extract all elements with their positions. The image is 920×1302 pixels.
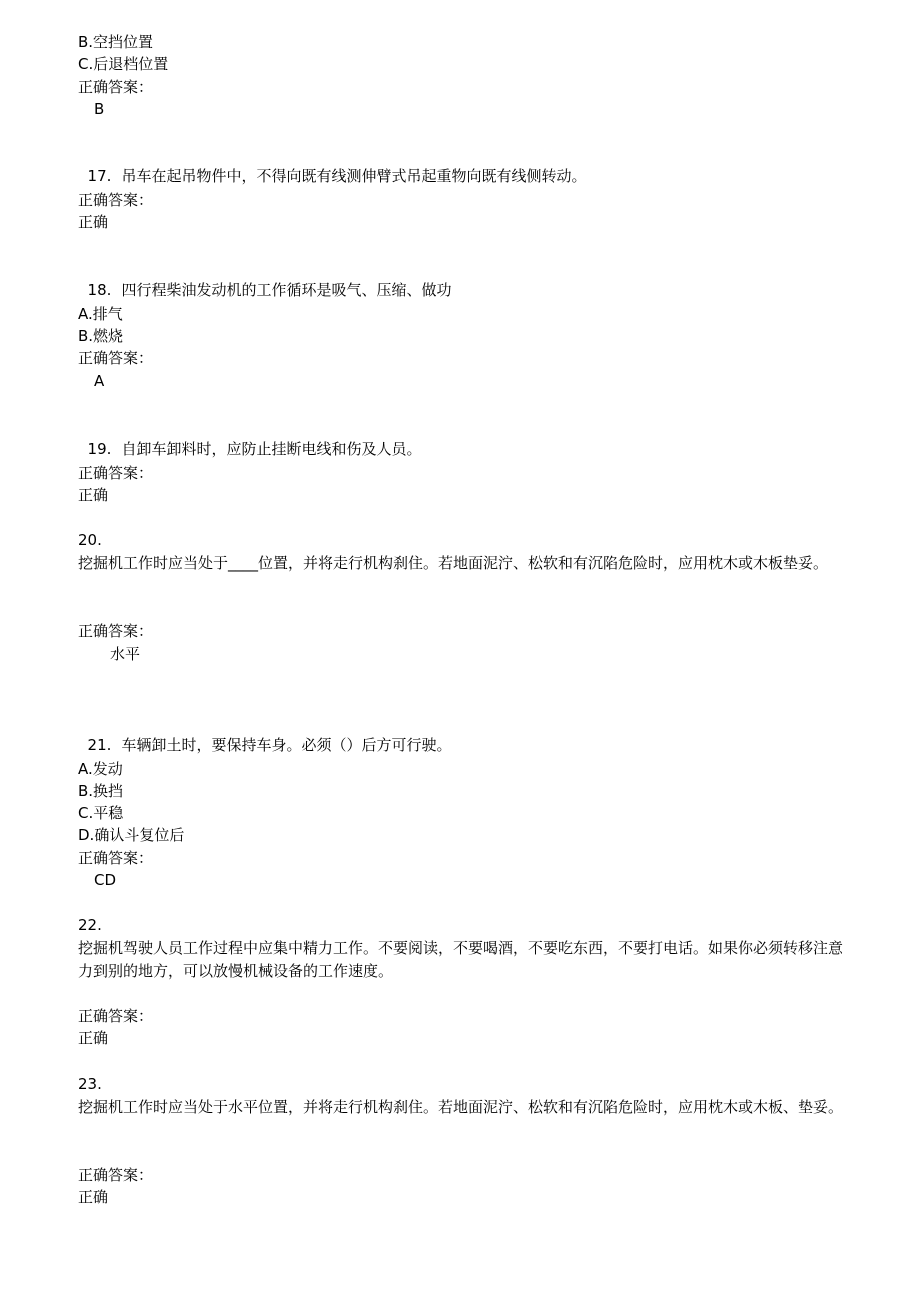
answer-value: 正确	[78, 486, 109, 504]
option-b: B.空挡位置	[78, 33, 154, 51]
option-b: B.换挡	[78, 782, 124, 800]
option-c: C.平稳	[78, 804, 124, 822]
question-text: 挖掘机工作时应当处于____位置，并将走行机构刹住。若地面泥泞、松软和有沉陷危险时，应用枕木或木板垫妥。	[78, 554, 829, 572]
question-text: 挖掘机工作时应当处于水平位置，并将走行机构刹住。若地面泥泞、松软和有沉陷危险时，应用枕木或木板、垫妥。	[78, 1098, 844, 1116]
question-number: 21.	[87, 736, 112, 754]
answer-value: 正确	[78, 213, 109, 231]
question-text: 挖掘机驾驶人员工作过程中应集中精力工作。不要阅读，不要喝酒，不要吃东西，不要打电话。如果你必须转移注意力到别的地方，可以放慢机械设备的工作速度。	[78, 939, 844, 980]
answer-label: 正确答案：	[78, 849, 154, 867]
answer-value: 正确	[78, 1188, 109, 1206]
question-number: 23.	[78, 1075, 102, 1093]
question-number: 22.	[78, 916, 102, 934]
answer-label: 正确答案：	[78, 464, 154, 482]
question-17	[78, 143, 587, 187]
answer-label: 正确答案：	[78, 78, 154, 96]
question-number: 19.	[87, 440, 112, 458]
answer-value: B	[94, 100, 105, 118]
answer-label: 正确答案：	[78, 622, 154, 640]
option-c: C.后退档位置	[78, 55, 169, 73]
question-text: 自卸车卸料时，应防止挂断电线和伤及人员。	[121, 440, 422, 458]
option-d: D.确认斗复位后	[78, 826, 185, 844]
question-18	[78, 257, 452, 301]
answer-value: 水平	[110, 645, 141, 663]
question-text: 吊车在起吊物件中，不得向既有线测伸臂式吊起重物向既有线侧转动。	[121, 167, 587, 185]
option-a: A.排气	[78, 305, 123, 323]
question-number: 20.	[78, 531, 102, 549]
answer-value: A	[94, 372, 105, 390]
question-number: 17.	[87, 167, 112, 185]
answer-label: 正确答案：	[78, 1007, 154, 1025]
answer-value: 正确	[78, 1029, 109, 1047]
answer-label: 正确答案：	[78, 349, 154, 367]
option-b: B.燃烧	[78, 327, 124, 345]
question-text: 四行程柴油发动机的工作循环是吸气、压缩、做功	[121, 281, 452, 299]
question-21	[78, 712, 452, 756]
answer-value: CD	[94, 871, 117, 889]
answer-label: 正确答案：	[78, 191, 154, 209]
question-text: 车辆卸土时，要保持车身。必须（）后方可行驶。	[121, 736, 452, 754]
option-a: A.发动	[78, 760, 123, 778]
question-19	[78, 416, 422, 460]
answer-label: 正确答案：	[78, 1166, 154, 1184]
question-number: 18.	[87, 281, 112, 299]
